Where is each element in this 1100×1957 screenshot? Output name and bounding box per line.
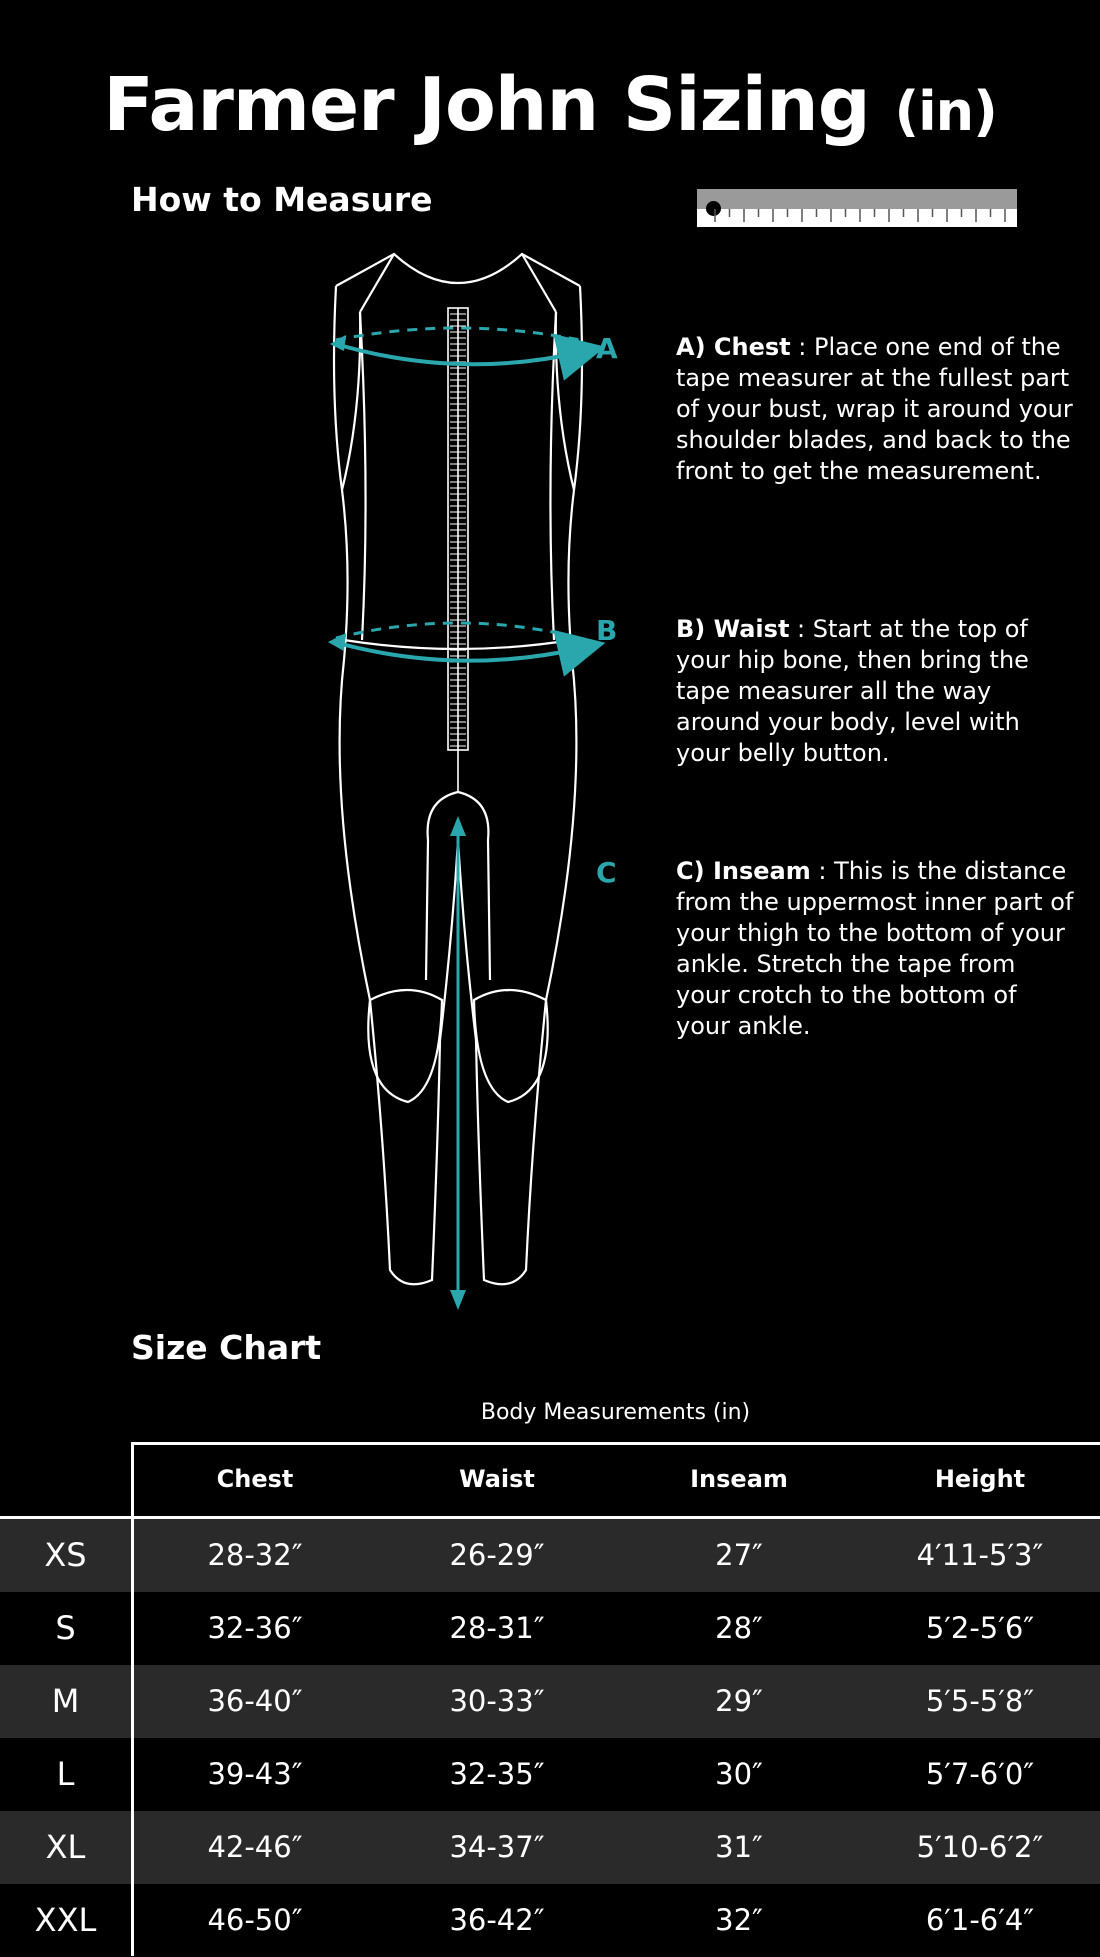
column-header-waist: Waist (459, 1465, 535, 1493)
tape-measure-icon (697, 189, 1017, 227)
height-cell: 6′1-6′4″ (925, 1903, 1035, 1937)
inseam-cell: 27″ (715, 1538, 763, 1572)
table-caption: Body Measurements (in) (480, 1400, 751, 1425)
inseam-instruction (676, 856, 1076, 1042)
header-divider (0, 1516, 1100, 1519)
waist-instruction (676, 614, 1076, 769)
height-cell: 5′5-5′8″ (925, 1684, 1035, 1718)
table-row (0, 1738, 1100, 1811)
inseam-text: : This is the distance from the uppermost inner part of your thigh to the bottom of your ankle. Stretch the tape from your crotch to the bottom of your ankle. (676, 857, 1074, 1040)
waist-text: : Start at the top of your hip bone, then bring the tape measurer all the way around your body, level with your belly button. (676, 615, 1029, 767)
waist-cell: 26-29″ (449, 1538, 545, 1572)
height-cell: 5′2-5′6″ (925, 1611, 1035, 1645)
title-unit: (in) (894, 80, 997, 143)
inseam-label: C) Inseam (676, 857, 811, 885)
chest-text: : Place one end of the tape measurer at the fullest part of your bust, wrap it around your shoulder blades, and back to the front to get the measurement. (676, 333, 1073, 485)
size-cell: M (51, 1682, 80, 1720)
height-cell: 4′11-5′3″ (916, 1538, 1044, 1572)
column-header-inseam: Inseam (690, 1465, 788, 1493)
waist-marker-letter: B (596, 614, 618, 647)
chest-label: A) Chest (676, 333, 791, 361)
size-cell: S (55, 1609, 76, 1647)
height-cell: 5′7-6′0″ (925, 1757, 1035, 1791)
column-header-chest: Chest (216, 1465, 294, 1493)
wetsuit-outline-diagram (300, 240, 640, 1315)
chest-cell: 28-32″ (207, 1538, 303, 1572)
waist-cell: 28-31″ (449, 1611, 545, 1645)
table-row (0, 1884, 1100, 1957)
chest-cell: 36-40″ (207, 1684, 303, 1718)
height-cell: 5′10-6′2″ (916, 1830, 1044, 1864)
chest-instruction (676, 332, 1076, 487)
chest-cell: 32-36″ (207, 1611, 303, 1645)
inseam-cell: 29″ (715, 1684, 763, 1718)
table-row (0, 1811, 1100, 1884)
waist-label: B) Waist (676, 615, 790, 643)
column-header-height: Height (934, 1465, 1026, 1493)
inseam-cell: 28″ (715, 1611, 763, 1645)
page-title (0, 62, 1100, 148)
waist-cell: 32-35″ (449, 1757, 545, 1791)
chest-cell: 39-43″ (207, 1757, 303, 1791)
size-cell: XL (45, 1828, 86, 1866)
table-row (0, 1519, 1100, 1592)
table-row (0, 1665, 1100, 1738)
inseam-cell: 32″ (715, 1903, 763, 1937)
size-cell: XXL (34, 1901, 97, 1939)
waist-cell: 30-33″ (449, 1684, 545, 1718)
table-row (0, 1592, 1100, 1665)
inseam-marker-letter: C (596, 856, 617, 889)
chest-cell: 46-50″ (207, 1903, 303, 1937)
waist-cell: 34-37″ (449, 1830, 545, 1864)
inseam-cell: 31″ (715, 1830, 763, 1864)
size-column-divider (131, 1519, 134, 1956)
chest-marker-letter: A (596, 332, 618, 365)
size-cell: L (56, 1755, 75, 1793)
how-to-measure-heading: How to Measure (131, 180, 433, 219)
size-cell: XS (44, 1536, 87, 1574)
inseam-cell: 30″ (715, 1757, 763, 1791)
waist-cell: 36-42″ (449, 1903, 545, 1937)
chest-cell: 42-46″ (207, 1830, 303, 1864)
title-main: Farmer John Sizing (103, 62, 870, 148)
size-chart-heading: Size Chart (131, 1328, 322, 1367)
